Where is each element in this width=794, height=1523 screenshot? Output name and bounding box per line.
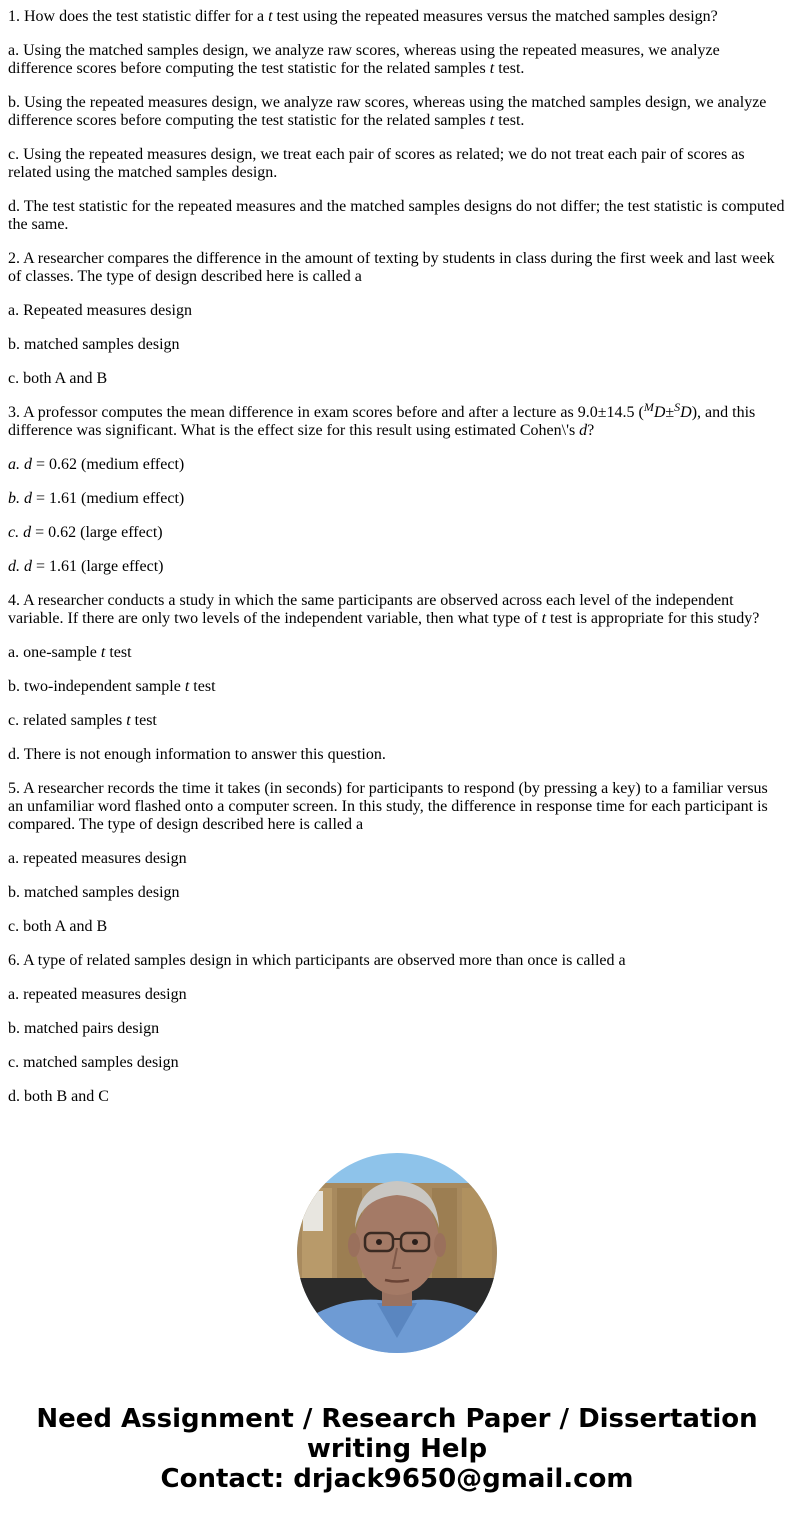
question-1-stem: 1. How does the test statistic differ for a t test using the repeated measures versus the matched samples design? — [8, 8, 718, 25]
question-2-option-a: a. Repeated measures design — [8, 302, 192, 319]
question-1-option-b: b. Using the repeated measures design, we analyze raw scores, whereas using the matched samples design, we analyze difference scores before computing the test statistic for the related samples t test. — [8, 94, 767, 129]
question-2-option-b: b. matched samples design — [8, 336, 180, 353]
question-1-option-d: d. The test statistic for the repeated measures and the matched samples designs do not differ; the test statistic is computed the same. — [8, 198, 785, 233]
question-1-option-c: c. Using the repeated measures design, we treat each pair of scores as related; we do not treat each pair of scores as related using the matched samples design. — [8, 146, 745, 181]
question-5-option-a: a. repeated measures design — [8, 850, 187, 867]
promo-contact: Contact: drjack9650@gmail.com — [160, 1464, 634, 1494]
question-4-stem: 4. A researcher conducts a study in which the same participants are observed across each level of the independent variable. If there are only two levels of the independent variable, then what type of t test is appropriate for this study? — [8, 592, 760, 627]
question-4-option-d: d. There is not enough information to answer this question. — [8, 746, 386, 763]
question-5-stem: 5. A researcher records the time it takes (in seconds) for participants to respond (by pressing a key) to a familiar versus an unfamiliar word flashed onto a computer screen. In this study, the difference in response time for each participant is compared. The type of design described here is called a — [8, 780, 768, 833]
question-4-option-c: c. related samples t test — [8, 712, 157, 729]
question-1-option-a: a. Using the matched samples design, we analyze raw scores, whereas using the repeated measures, we analyze difference scores before computing the test statistic for the related samples t test. — [8, 42, 720, 77]
question-5-option-c: c. both A and B — [8, 918, 108, 935]
question-4-option-a: a. one-sample t test — [8, 644, 132, 661]
question-6-option-d: d. both B and C — [8, 1088, 109, 1105]
promo-line-1: Need Assignment / Research Paper / Dissertation — [36, 1404, 758, 1434]
question-3-option-d: d. d = 1.61 (large effect) — [8, 558, 164, 575]
question-2-stem: 2. A researcher compares the difference in the amount of texting by students in class during the first week and last week of classes. The type of design described here is called a — [8, 250, 775, 285]
question-3-stem: 3. A professor computes the mean difference in exam scores before and after a lecture as 9.0±14.5 ($^M$D±$^S$D), and this difference was significant. What is the effect size for this result using estimated Cohen\'s d? — [8, 400, 756, 439]
question-3-option-b: b. d = 1.61 (medium effect) — [8, 490, 185, 507]
question-3-option-a: a. d = 0.62 (medium effect) — [8, 456, 185, 473]
promo-line-2: writing Help — [306, 1434, 488, 1464]
avatar — [297, 1153, 497, 1353]
portrait-photo-icon — [297, 1153, 497, 1353]
question-2-option-c: c. both A and B — [8, 370, 108, 387]
promo-banner — [0, 1404, 794, 1494]
question-6-option-c: c. matched samples design — [8, 1054, 179, 1071]
question-6-option-b: b. matched pairs design — [8, 1020, 160, 1037]
question-3-option-c: c. d = 0.62 (large effect) — [8, 524, 163, 541]
question-5-option-b: b. matched samples design — [8, 884, 180, 901]
question-4-option-b: b. two-independent sample t test — [8, 678, 216, 695]
question-6-stem: 6. A type of related samples design in which participants are observed more than once is called a — [8, 952, 626, 969]
question-6-option-a: a. repeated measures design — [8, 986, 187, 1003]
